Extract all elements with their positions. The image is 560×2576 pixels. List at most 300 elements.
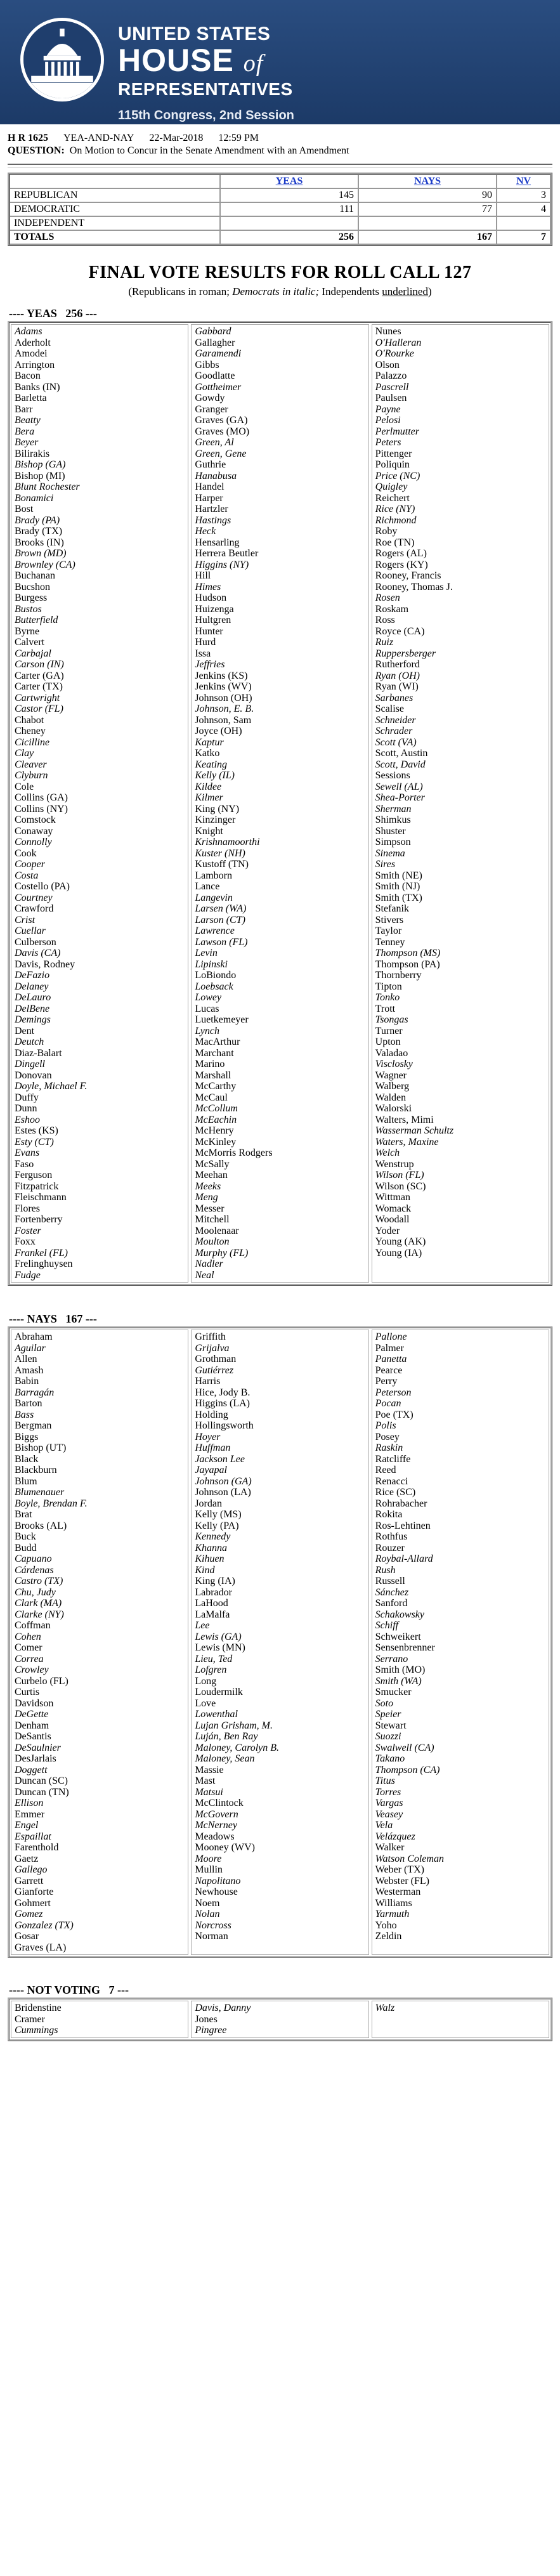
member-name: Conaway (15, 825, 53, 837)
member-name: Levin (195, 948, 218, 958)
member-name: Gowdy (195, 393, 225, 403)
member-name: Kinzinger (195, 814, 236, 825)
member-name: Jenkins (WV) (195, 681, 252, 692)
member-name: DeLauro (15, 992, 51, 1003)
member-name: Ratcliffe (375, 1453, 411, 1465)
member-name: Visclosky (375, 1059, 413, 1069)
member-name: Graves (LA) (15, 1942, 67, 1953)
member-name: Castor (FL) (15, 703, 63, 714)
member-name: Swalwell (CA) (375, 1742, 434, 1753)
member-name: Matsui (195, 1786, 223, 1798)
summary-row-democratic (10, 202, 550, 216)
member-name: Brady (TX) (15, 526, 63, 537)
member-name: Rush (375, 1564, 396, 1576)
member-name: Frelinghuysen (15, 1259, 73, 1269)
member-name: Walorski (375, 1103, 412, 1114)
member-name: Walters, Mimi (375, 1114, 434, 1125)
member-name: Westerman (375, 1886, 421, 1897)
member-name: DeSantis (15, 1731, 51, 1742)
summary-header-blank (10, 174, 220, 188)
member-name: McCollum (195, 1103, 238, 1114)
member-name: Posey (375, 1431, 400, 1442)
not-voting-column (191, 2001, 368, 2038)
member-name: Granger (195, 403, 228, 415)
member-name: Rice (NY) (375, 504, 415, 514)
summary-cell: 111 (220, 202, 358, 216)
nays-count: 167 (65, 1312, 83, 1325)
member-name: Johnson, E. B. (195, 703, 254, 714)
member-name: Polis (375, 1420, 396, 1431)
member-name: DelBene (15, 1003, 50, 1014)
member-name: Lipinski (195, 958, 228, 970)
yeas-names-box (8, 321, 552, 1286)
member-name: Kennedy (195, 1531, 231, 1542)
member-name: Himes (195, 581, 221, 592)
member-name: King (NY) (195, 803, 240, 814)
member-name: Cartwright (15, 692, 60, 703)
member-name: Roybal-Allard (375, 1553, 433, 1564)
member-name: Jones (195, 2013, 218, 2025)
member-name: Tsongas (375, 1014, 408, 1025)
member-name: Comstock (15, 814, 56, 825)
member-name: Graves (GA) (195, 415, 248, 426)
nays-column (11, 1330, 188, 1955)
summary-cell (220, 216, 358, 230)
member-name: Bridenstine (15, 2003, 62, 2013)
member-name: Kelly (MS) (195, 1509, 242, 1520)
member-name: Waters, Maxine (375, 1136, 439, 1147)
member-name: Smith (NE) (375, 870, 422, 881)
member-name: Fleischmann (15, 1192, 67, 1203)
member-name: Wilson (SC) (375, 1180, 426, 1192)
member-name: Kuster (NH) (195, 847, 245, 859)
member-name: Moolenaar (195, 1225, 239, 1236)
summary-header-row (10, 174, 550, 188)
member-name: Dunn (15, 1103, 37, 1114)
member-name: Price (NC) (375, 470, 420, 481)
member-name: Rouzer (375, 1542, 405, 1553)
member-name: Lance (195, 881, 220, 892)
member-name: Richmond (375, 514, 417, 526)
member-name: Sessions (375, 770, 410, 781)
member-name: Bonamici (15, 492, 54, 504)
member-name: Faso (15, 1158, 34, 1170)
member-name: Schiff (375, 1620, 399, 1631)
member-name: Lucas (195, 1003, 219, 1014)
member-name: Thompson (CA) (375, 1764, 440, 1775)
nays-link[interactable]: NAYS (413, 176, 441, 186)
summary-cell: 256 (220, 230, 358, 244)
member-name: Gallagher (195, 337, 235, 348)
member-name: Tipton (375, 981, 402, 992)
member-name: Upton (375, 1036, 401, 1047)
member-name: Higgins (NY) (195, 559, 249, 570)
member-name: Wagner (375, 1069, 407, 1081)
summary-cell (497, 216, 550, 230)
legend-republicans: Republicans in roman; (132, 285, 230, 297)
vote-date: 22-Mar-2018 (149, 133, 204, 143)
member-name: Walker (375, 1842, 405, 1853)
member-name: Connolly (15, 837, 52, 847)
summary-cell: 145 (220, 188, 358, 202)
member-name: King (IA) (195, 1576, 235, 1586)
member-name: Thompson (PA) (375, 958, 440, 970)
member-name: Kustoff (TN) (195, 859, 249, 870)
capitol-dome-icon (20, 18, 104, 101)
member-name: Cummings (15, 2025, 58, 2036)
member-name: Tenney (375, 936, 405, 948)
member-name: Rogers (AL) (375, 548, 427, 559)
member-name: Hill (195, 570, 211, 581)
member-name: Watson Coleman (375, 1853, 444, 1864)
member-name: Kaptur (195, 736, 224, 748)
member-name: Hollingsworth (195, 1420, 254, 1431)
summary-header-nv[interactable] (497, 174, 550, 188)
member-name: Cuellar (15, 925, 46, 936)
member-name: Dent (15, 1025, 35, 1036)
member-name: Messer (195, 1203, 225, 1214)
member-name: Davidson (15, 1697, 54, 1709)
vote-time: 12:59 PM (218, 133, 259, 143)
member-name: Davis, Rodney (15, 958, 75, 970)
not-voting-column (11, 2001, 188, 2038)
yeas-label: YEAS (26, 307, 57, 320)
member-name: Blum (15, 1475, 37, 1487)
member-name: Flores (15, 1203, 40, 1214)
member-name: Noem (195, 1897, 220, 1909)
member-name: Ferguson (15, 1170, 53, 1180)
member-name: Stivers (375, 914, 404, 925)
member-name: Mooney (WV) (195, 1842, 255, 1853)
vote-summary-table (8, 173, 552, 246)
summary-cell (358, 216, 497, 230)
member-name: Barton (15, 1398, 42, 1409)
member-name: McMorris Rodgers (195, 1147, 273, 1158)
member-name: Cárdenas (15, 1564, 54, 1576)
member-name: Davis, Danny (195, 2003, 251, 2013)
banner-line-house (118, 44, 294, 79)
member-name: Murphy (FL) (195, 1247, 249, 1259)
member-name: Clay (15, 748, 34, 759)
member-name: Lynch (195, 1025, 219, 1036)
member-name: Ellison (15, 1798, 44, 1808)
member-name: Allen (15, 1354, 37, 1364)
member-name: Thornberry (375, 970, 422, 981)
member-name: O'Rourke (375, 348, 414, 359)
member-name: Wittman (375, 1192, 410, 1203)
member-name: Maloney, Carolyn B. (195, 1742, 280, 1753)
member-name: Kind (195, 1564, 215, 1576)
not-voting-column (372, 2001, 549, 2038)
member-name: Bass (15, 1409, 34, 1420)
member-name: Sanford (375, 1598, 408, 1609)
member-name: Schweikert (375, 1631, 421, 1642)
nv-link[interactable]: NV (516, 176, 531, 186)
member-name: Young (AK) (375, 1236, 426, 1247)
member-name: Adams (15, 326, 42, 337)
member-name: Sewell (AL) (375, 781, 423, 792)
member-name: McKinley (195, 1136, 237, 1147)
member-name: MacArthur (195, 1036, 240, 1047)
member-name: Cooper (15, 859, 45, 870)
member-name: Thompson (MS) (375, 948, 441, 958)
member-name: Weber (TX) (375, 1864, 424, 1875)
member-name: Raskin (375, 1442, 403, 1453)
member-name: Emmer (15, 1808, 45, 1820)
member-name: Carter (TX) (15, 681, 63, 692)
member-name: Cicilline (15, 736, 50, 748)
member-name: Biggs (15, 1431, 39, 1442)
member-name: Jordan (195, 1498, 222, 1509)
member-name: Hudson (195, 592, 227, 603)
member-name: Blumenauer (15, 1487, 65, 1498)
member-name: Lewis (MN) (195, 1642, 245, 1653)
summary-cell: TOTALS (10, 230, 220, 244)
member-name: Grothman (195, 1354, 237, 1364)
member-name: Shea-Porter (375, 792, 425, 803)
member-name: Yoho (375, 1919, 397, 1931)
summary-cell: 4 (497, 202, 550, 216)
member-name: Johnson (GA) (195, 1475, 252, 1487)
member-name: Harper (195, 492, 223, 504)
member-name: Veasey (375, 1808, 403, 1820)
member-name: Joyce (OH) (195, 726, 242, 736)
member-name: Gabbard (195, 326, 231, 337)
member-name: McEachin (195, 1114, 237, 1125)
member-name: Curtis (15, 1687, 40, 1697)
yeas-link[interactable]: YEAS (275, 176, 303, 186)
member-name: Roby (375, 526, 398, 537)
member-name: Meadows (195, 1831, 235, 1842)
member-name: Carson (IN) (15, 659, 64, 670)
member-name: Aguilar (15, 1342, 46, 1354)
member-name: Barragán (15, 1387, 55, 1398)
member-name: Buck (15, 1531, 36, 1542)
member-name: Bergman (15, 1420, 52, 1431)
member-name: Crowley (15, 1664, 49, 1675)
member-name: Sinema (375, 847, 405, 859)
member-name: Carter (GA) (15, 670, 64, 681)
member-name: Buchanan (15, 570, 55, 581)
banner-session: 115th Congress, 2nd Session (118, 108, 294, 122)
member-name: Simpson (375, 837, 411, 847)
member-name: Womack (375, 1203, 412, 1214)
member-name: Garamendi (195, 348, 242, 359)
member-name: Lowenthal (195, 1709, 238, 1720)
summary-cell: INDEPENDENT (10, 216, 220, 230)
member-name: Collins (GA) (15, 792, 68, 803)
not-voting-label: NOT VOTING (27, 1984, 100, 1996)
member-name: Denham (15, 1720, 49, 1731)
member-name: Massie (195, 1764, 224, 1775)
member-name: Ruppersberger (375, 648, 436, 659)
member-name: Jeffries (195, 659, 225, 670)
yeas-section-heading: ---- YEAS 256 --- (9, 307, 97, 320)
banner-line-united-states: UNITED STATES (118, 23, 271, 44)
member-name: Clyburn (15, 770, 48, 781)
member-name: Khanna (195, 1542, 227, 1553)
member-name: Langevin (195, 892, 233, 903)
member-name: Sánchez (375, 1586, 409, 1598)
question-text: On Motion to Concur in the Senate Amendment with an Amendment (69, 145, 349, 156)
member-name: Hultgren (195, 615, 231, 625)
member-name: Espaillat (15, 1831, 51, 1842)
member-name: Costa (15, 870, 39, 881)
member-name: Rogers (KY) (375, 559, 428, 570)
member-name: DesJarlais (15, 1753, 56, 1764)
member-name: Loebsack (195, 981, 233, 992)
member-name: Kilmer (195, 792, 223, 803)
member-name: Panetta (375, 1354, 407, 1364)
member-name: Clarke (NY) (15, 1609, 64, 1620)
member-name: Gohmert (15, 1897, 51, 1909)
member-name: Jenkins (KS) (195, 670, 248, 681)
member-name: Bishop (MI) (15, 470, 65, 481)
member-name: Lewis (GA) (195, 1631, 242, 1642)
page-title: FINAL VOTE RESULTS FOR ROLL CALL 127 (88, 263, 472, 282)
member-name: Cramer (15, 2013, 45, 2025)
member-name: Lawrence (195, 925, 235, 936)
member-name: Chu, Judy (15, 1586, 56, 1598)
member-name: Vela (375, 1820, 393, 1831)
member-name: Lawson (FL) (195, 936, 248, 948)
member-name: Marino (195, 1059, 225, 1069)
member-name: Norman (195, 1931, 228, 1942)
vote-meta (0, 124, 560, 157)
member-name: Moore (195, 1853, 222, 1864)
member-name: Schrader (375, 726, 413, 736)
member-name: Mast (195, 1775, 216, 1786)
member-name: Meeks (195, 1180, 221, 1192)
member-name: Abraham (15, 1331, 53, 1342)
member-name: Torres (375, 1786, 401, 1798)
member-name: Rooney, Francis (375, 570, 441, 581)
member-name: Larson (CT) (195, 914, 245, 925)
member-name: Pascrell (375, 381, 409, 393)
member-name: Paulsen (375, 393, 407, 403)
member-name: LaMalfa (195, 1609, 230, 1620)
member-name: Trott (375, 1003, 396, 1014)
member-name: Bishop (GA) (15, 459, 66, 470)
member-name: Blackburn (15, 1465, 57, 1475)
yeas-column (372, 324, 549, 1283)
member-name: Deutch (15, 1036, 44, 1047)
member-name: Ryan (OH) (375, 670, 420, 681)
member-name: Kildee (195, 781, 222, 792)
member-name: Duncan (TN) (15, 1786, 69, 1798)
member-name: Comer (15, 1642, 42, 1653)
nays-section-heading: ---- NAYS 167 --- (9, 1312, 97, 1325)
member-name: Demings (15, 1014, 51, 1025)
member-name: Larsen (WA) (195, 903, 247, 914)
summary-cell: 90 (358, 188, 497, 202)
member-name: Perry (375, 1376, 398, 1387)
member-name: Rosen (375, 592, 400, 603)
member-name: Aderholt (15, 337, 51, 348)
member-name: Coffman (15, 1620, 51, 1631)
member-name: Serrano (375, 1653, 408, 1664)
member-name: Graves (MO) (195, 426, 250, 437)
member-name: Duffy (15, 1092, 39, 1103)
vote-type: YEA-AND-NAY (63, 133, 134, 143)
member-name: Collins (NY) (15, 803, 68, 814)
member-name: Nadler (195, 1259, 223, 1269)
member-name: LoBiondo (195, 970, 237, 981)
member-name: Payne (375, 403, 401, 415)
member-name: Olson (375, 359, 400, 370)
member-name: Fitzpatrick (15, 1180, 59, 1192)
member-name: Sensenbrenner (375, 1642, 435, 1653)
member-name: Pittenger (375, 448, 412, 459)
yeas-column (191, 324, 368, 1283)
not-voting-section-heading: ---- NOT VOTING 7 --- (9, 1984, 129, 1996)
summary-header-yeas[interactable] (220, 174, 358, 188)
yeas-count: 256 (65, 307, 83, 320)
member-name: Gottheimer (195, 381, 242, 393)
member-name: Mitchell (195, 1214, 230, 1225)
member-name: Smith (MO) (375, 1664, 426, 1675)
member-name: Barletta (15, 393, 47, 403)
member-name: Bost (15, 504, 34, 514)
member-name: Neal (195, 1269, 214, 1281)
member-name: Tonko (375, 992, 400, 1003)
member-name: Culberson (15, 936, 56, 948)
member-name: Wasserman Schultz (375, 1125, 454, 1136)
member-name: Gutiérrez (195, 1364, 234, 1376)
member-name: Schneider (375, 714, 416, 726)
summary-cell: DEMOCRATIC (10, 202, 220, 216)
member-name: Smith (WA) (375, 1675, 422, 1687)
member-name: Maloney, Sean (195, 1753, 255, 1764)
member-name: Peterson (375, 1387, 412, 1398)
member-name: Quigley (375, 481, 408, 492)
member-name: Black (15, 1453, 39, 1465)
member-name: Speier (375, 1709, 401, 1720)
member-name: Dingell (15, 1059, 45, 1069)
member-name: Kelly (PA) (195, 1520, 239, 1531)
member-name: Pingree (195, 2025, 227, 2036)
member-name: Velázquez (375, 1831, 415, 1842)
vote-meta-line (8, 132, 552, 145)
summary-row-totals (10, 230, 550, 244)
member-name: Griffith (195, 1331, 226, 1342)
member-name: Mullin (195, 1864, 223, 1875)
member-name: DeFazio (15, 970, 50, 981)
member-name: Johnson (OH) (195, 692, 252, 703)
member-name: Sires (375, 859, 396, 870)
member-name: Cohen (15, 1631, 41, 1642)
member-name: Jayapal (195, 1465, 227, 1475)
member-name: Eshoo (15, 1114, 40, 1125)
member-name: Newhouse (195, 1886, 238, 1897)
member-name: Garrett (15, 1875, 44, 1886)
member-name: Crist (15, 914, 36, 925)
summary-header-nays[interactable] (358, 174, 497, 188)
member-name: Jackson Lee (195, 1453, 245, 1465)
member-name: Roe (TN) (375, 537, 415, 548)
member-name: Brownley (CA) (15, 559, 75, 570)
member-name: Young (IA) (375, 1247, 422, 1259)
member-name: Rooney, Thomas J. (375, 581, 453, 592)
member-name: Pelosi (375, 415, 401, 426)
member-name: Yoder (375, 1225, 400, 1236)
member-name: Walz (375, 2003, 395, 2013)
member-name: Amash (15, 1364, 44, 1376)
member-name: Gibbs (195, 359, 219, 370)
member-name: Renacci (375, 1475, 408, 1487)
member-name: Knight (195, 825, 223, 837)
member-name: Loudermilk (195, 1687, 243, 1697)
